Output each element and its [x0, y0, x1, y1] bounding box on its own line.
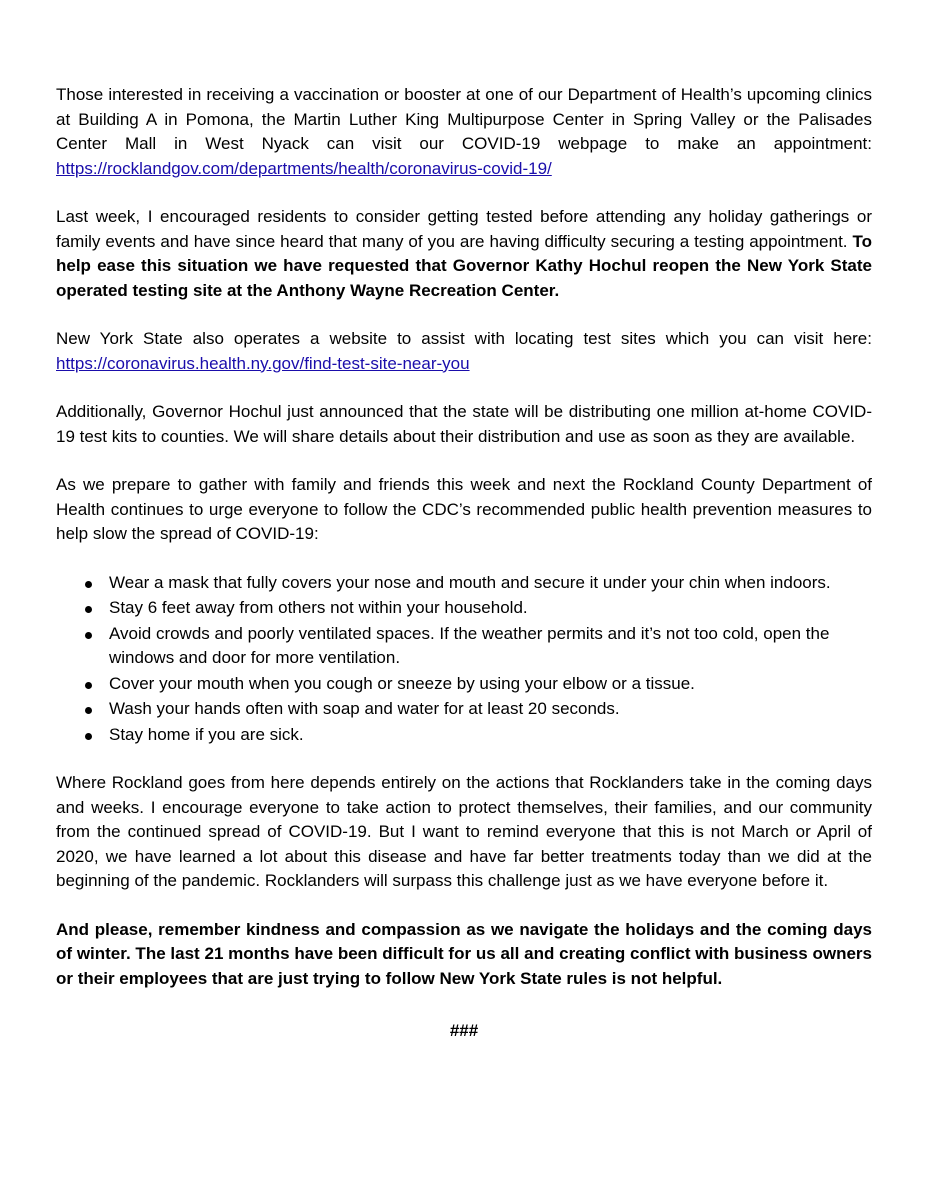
- paragraph-text: New York State also operates a website to assist with locating test sites which you can visit here:: [56, 329, 872, 348]
- find-test-site-link[interactable]: https://coronavirus.health.ny.gov/find-test-site-near-you: [56, 353, 470, 373]
- bullet-icon: [85, 606, 92, 613]
- document-body: [56, 83, 872, 1044]
- list-item: [56, 672, 872, 697]
- list-item: [56, 622, 872, 671]
- prevention-list: [56, 571, 872, 748]
- paragraph-outlook: Where Rockland goes from here depends entirely on the actions that Rocklanders take in the coming days and weeks. I encourage everyone to take action to protect themselves, their families, and our community from the continued spread of COVID-19. But I want to remind everyone that this is not March or April of 2020, we have learned a lot about this disease and have far better treatments today than we did at the beginning of the pandemic. Rocklanders will surpass this challenge just as we have everyone before it.: [56, 773, 872, 890]
- paragraph-kindness: And please, remember kindness and compassion as we navigate the holidays and the coming days of winter. The last 21 months have been difficult for us all and creating conflict with business owners or their employees that are just trying to follow New York State rules is not helpful.: [56, 919, 872, 988]
- list-item-text: Cover your mouth when you cough or sneeze by using your elbow or a tissue.: [109, 673, 695, 693]
- covid-webpage-link[interactable]: https://rocklandgov.com/departments/health/coronavirus-covid-19/: [56, 158, 552, 178]
- paragraph-state-test-sites: [56, 327, 872, 376]
- paragraph-prevention-intro: As we prepare to gather with family and friends this week and next the Rockland County Department of Health continues to urge everyone to follow the CDC’s recommended public health prevention measures to help slow the spread of COVID-19:: [56, 475, 872, 543]
- list-item-text: Stay home if you are sick.: [109, 724, 304, 744]
- end-of-release-mark: ###: [449, 1021, 479, 1040]
- list-item: [56, 571, 872, 596]
- paragraph-test-kits: Additionally, Governor Hochul just announced that the state will be distributing one million at-home COVID-19 test kits to counties. We will share details about their distribution and use as soon as they are available.: [56, 402, 872, 446]
- bullet-icon: [85, 733, 92, 740]
- bullet-icon: [85, 707, 92, 714]
- paragraph-bold-text: To help ease this situation we have requested that Governor Kathy Hochul reopen the New York State operated testing site at the Anthony Wayne Recreation Center.: [56, 231, 872, 300]
- list-item-text: Wear a mask that fully covers your nose and mouth and secure it under your chin when indoors.: [109, 572, 831, 592]
- paragraph-testing: [56, 205, 872, 303]
- bullet-icon: [85, 682, 92, 689]
- bullet-icon: [85, 581, 92, 588]
- list-item: [56, 723, 872, 748]
- bullet-icon: [85, 632, 92, 639]
- list-item-text: Wash your hands often with soap and water for at least 20 seconds.: [109, 699, 620, 718]
- list-item: [56, 697, 872, 722]
- list-item-text: Stay 6 feet away from others not within your household.: [109, 598, 528, 617]
- paragraph-text: Those interested in receiving a vaccination or booster at one of our Department of Health’s upcoming clinics at Building A in Pomona, the Martin Luther King Multipurpose Center in Spring Valley or the Palisades Center Mall in West Nyack can visit our COVID-19 webpage to make an appointment:: [56, 85, 872, 153]
- list-item: [56, 596, 872, 621]
- list-item-text: Avoid crowds and poorly ventilated spaces. If the weather permits and it’s not too cold, open the windows and door for more ventilation.: [109, 623, 830, 667]
- paragraph-text: Last week, I encouraged residents to consider getting tested before attending any holiday gatherings or family events and have since heard that many of you are having difficulty securing a testing appointment.: [56, 207, 872, 251]
- paragraph-vaccination-clinics: [56, 83, 872, 181]
